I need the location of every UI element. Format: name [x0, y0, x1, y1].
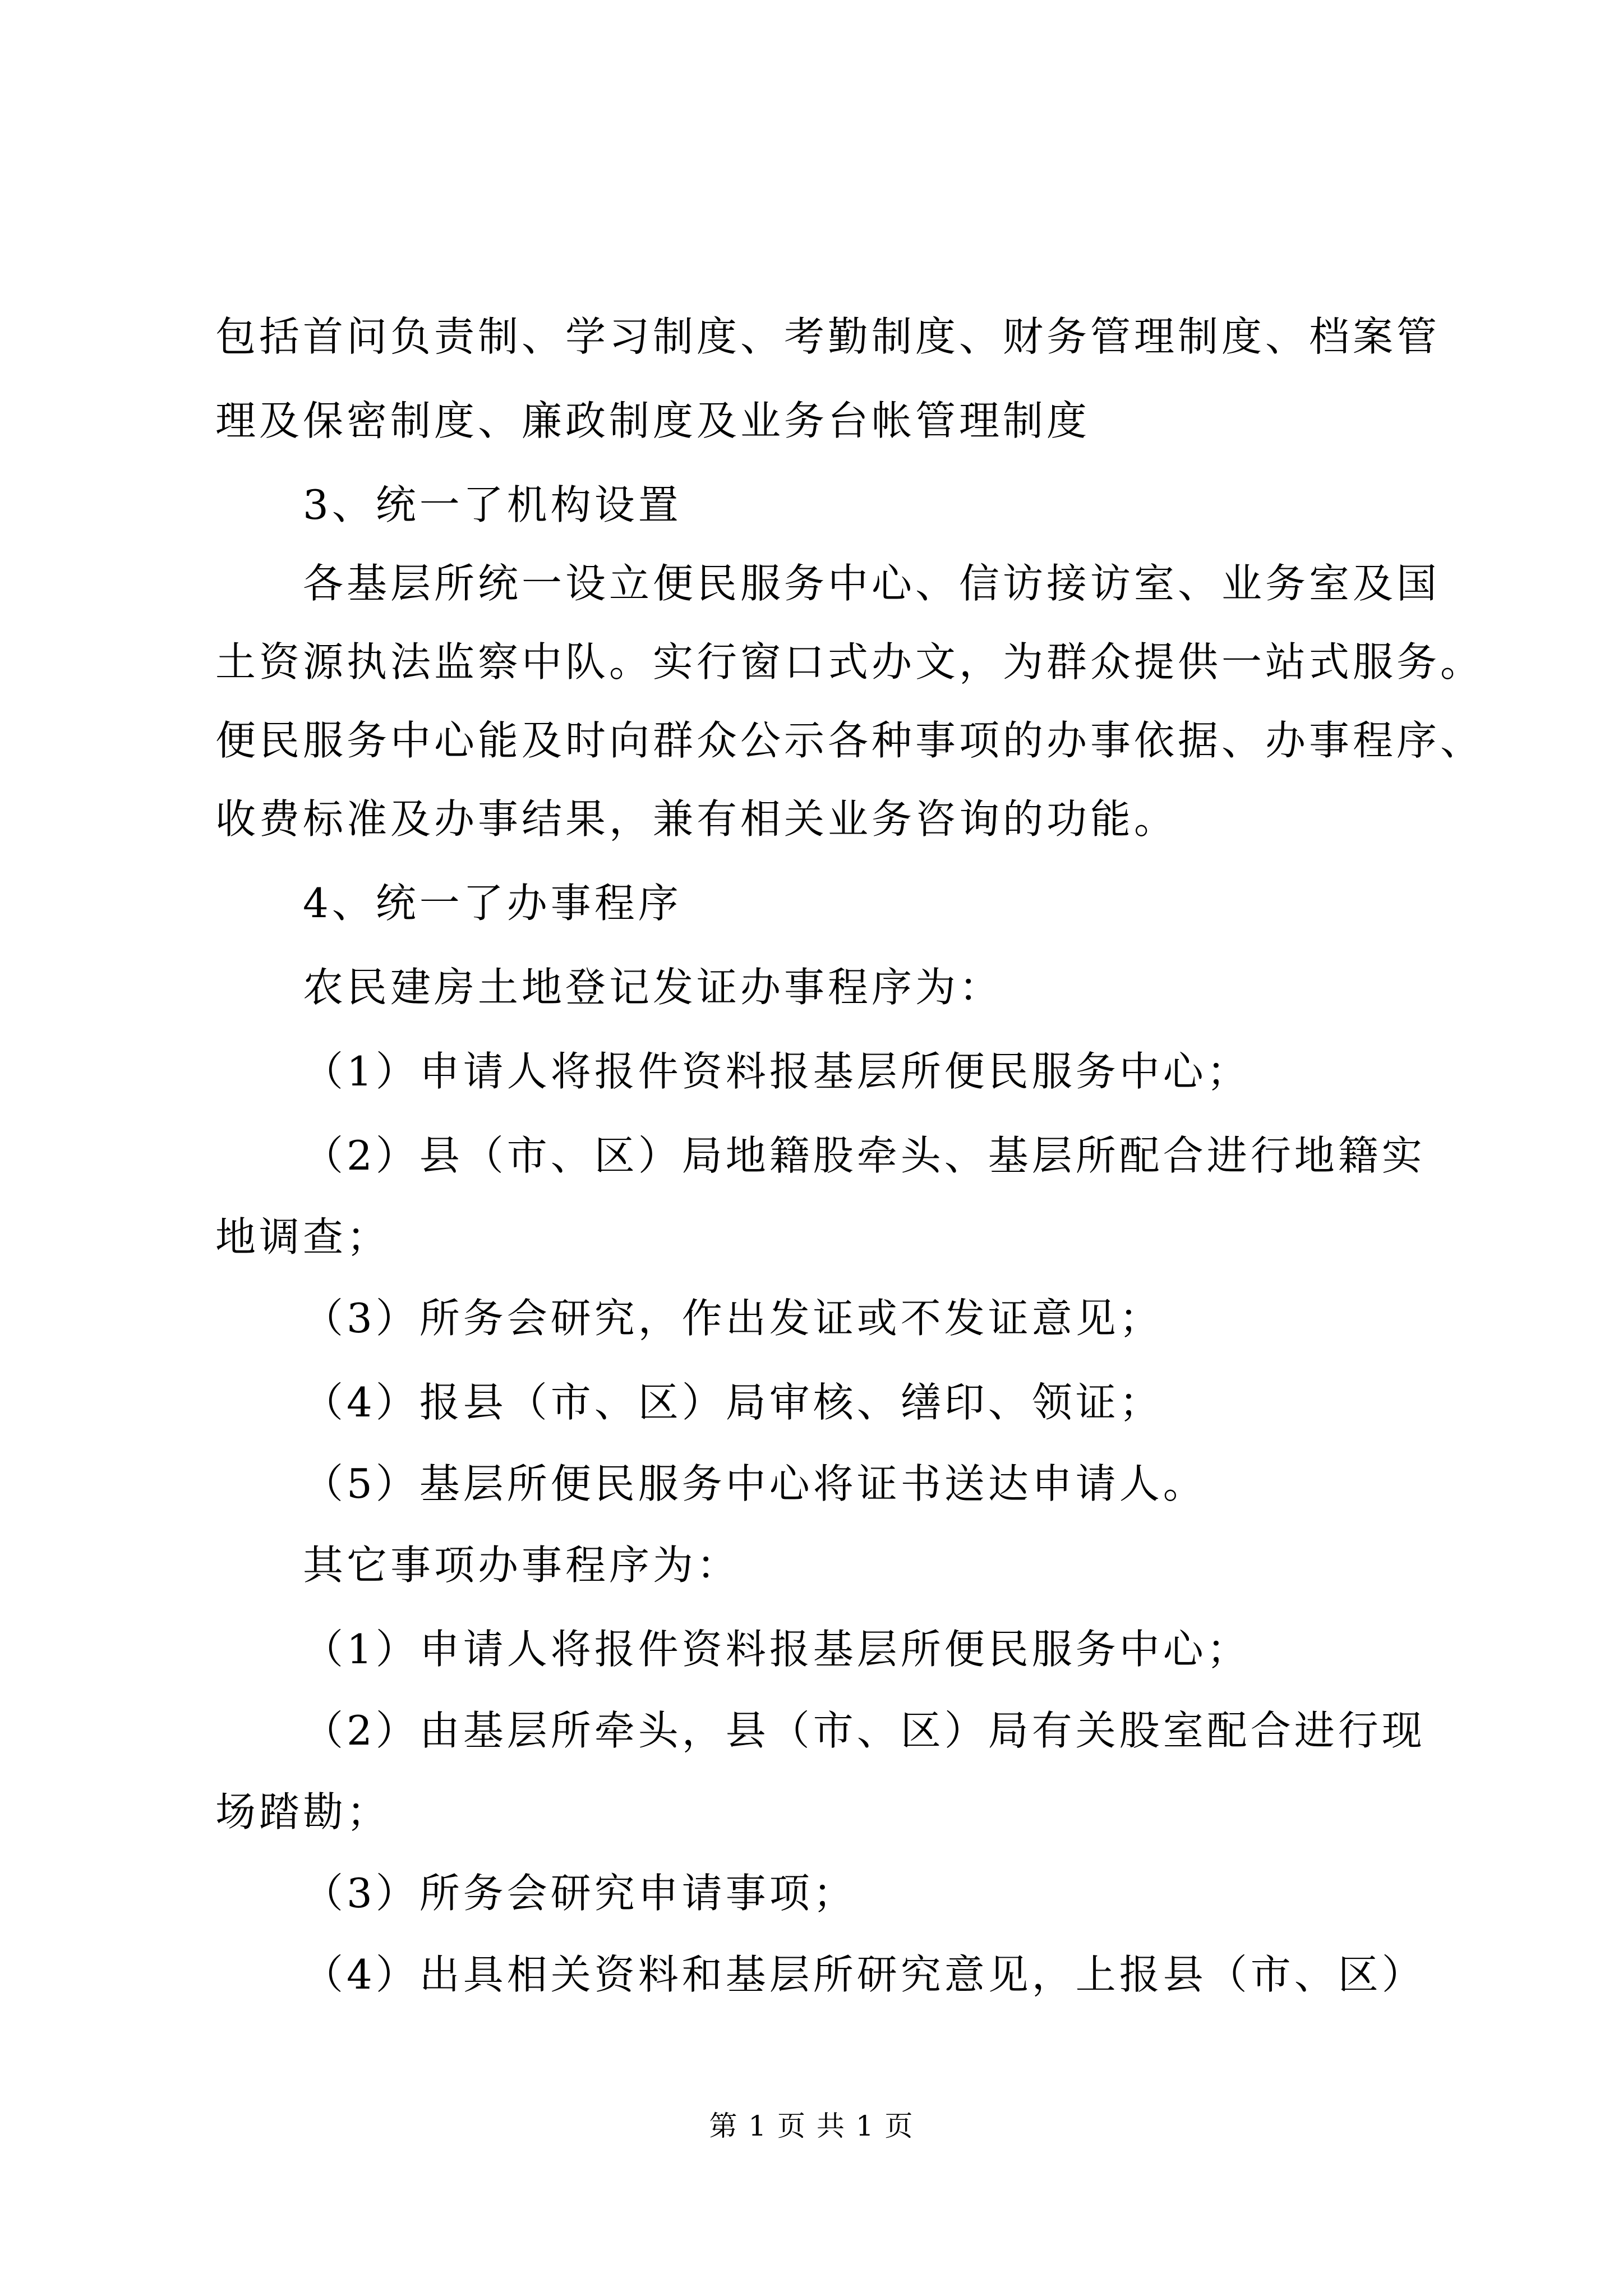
page-footer: 第 1 页 共 1 页 [709, 2110, 914, 2142]
list-item: （4）出具相关资料和基层所研究意见，上报县（市、区） [303, 1951, 1426, 1998]
text-line: 理及保密制度、廉政制度及业务台帐管理制度 [215, 397, 1091, 444]
text-line: 地调查； [215, 1213, 391, 1260]
list-item: （1）申请人将报件资料报基层所便民服务中心； [303, 1626, 1251, 1673]
list-item: （3）所务会研究申请事项； [303, 1870, 857, 1917]
text-line: 收费标准及办事结果，兼有相关业务咨询的功能。 [215, 795, 1178, 843]
list-item: （2）由基层所牵头，县（市、区）局有关股室配合进行现 [303, 1707, 1426, 1754]
list-item: （2）县（市、区）局地籍股牵头、基层所配合进行地籍实 [303, 1132, 1426, 1179]
text-line: 包括首问负责制、学习制度、考勤制度、财务管理制度、档案管 [215, 313, 1441, 360]
section-heading: 3、统一了机构设置 [303, 481, 682, 528]
list-item: （5）基层所便民服务中心将证书送达申请人。 [303, 1460, 1207, 1507]
list-item: （1）申请人将报件资料报基层所便民服务中心； [303, 1048, 1251, 1095]
text-line: 便民服务中心能及时向群众公示各种事项的办事依据、办事程序、 [215, 717, 1484, 764]
text-line: 土资源执法监察中队。实行窗口式办文，为群众提供一站式服务。 [215, 638, 1484, 685]
list-item: （4）报县（市、区）局审核、缮印、领证； [303, 1379, 1163, 1426]
text-line: 其它事项办事程序为： [303, 1542, 741, 1589]
list-item: （3）所务会研究，作出发证或不发证意见； [303, 1295, 1163, 1342]
section-heading: 4、统一了办事程序 [303, 880, 682, 927]
text-line: 场踏勘； [215, 1788, 391, 1835]
text-line: 农民建房土地登记发证办事程序为： [303, 964, 1003, 1011]
text-line: 各基层所统一设立便民服务中心、信访接访室、业务室及国 [303, 560, 1441, 607]
